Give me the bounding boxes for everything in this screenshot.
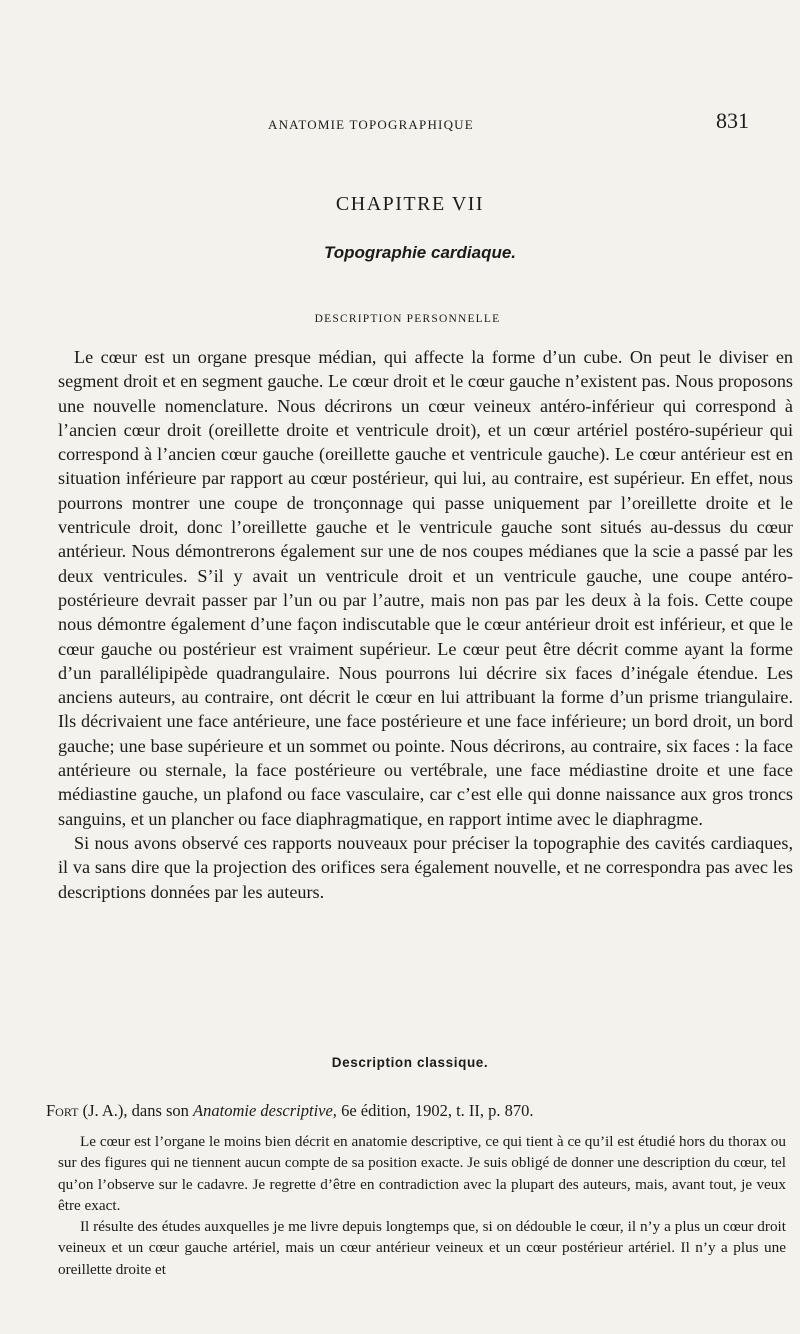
page-number: 831 [716, 108, 749, 133]
running-head: ANATOMIE TOPOGRAPHIQUE [268, 117, 474, 132]
quoted-text [58, 1131, 786, 1280]
citation-prefix: dans son [127, 1101, 194, 1120]
citation-work: Anatomie descriptive, [193, 1101, 337, 1120]
quote-paragraph-2: Il résulte des études auxquelles je me livre depuis longtemps que, si on dédouble le cœur, il n’y a plus un cœur droit veineux et un cœur gauche artériel, mais un cœur antérieur veineux et un cœur postérieur artériel. Il n’y a plus une oreillette droite et [58, 1218, 786, 1278]
subsection-title: Description classique. [331, 1055, 489, 1070]
citation [46, 1100, 791, 1122]
body-paragraph-1: Le cœur est un organe presque médian, qui affecte la forme d’un cube. On peut le diviser en segment droit et en segment gauche. Le cœur droit et le cœur gauche n’existent pas. Nous proposons une nouvelle nomenclature. Nous décrirons un cœur veineux antéro-inférieur qui correspond à l’ancien cœur droit (oreillette droite et ventricule droit), et un cœur artériel postéro-supérieur qui correspond à l’ancien cœur gauche (oreillette gauche et ventricule gauche). Le cœur antérieur est en situation inférieure par rapport au cœur postérieur, qui lui, au contraire, est supérieur. En effet, nous pourrons montrer une coupe de tronçonnage qui passe uniquement par l’oreillette droite et le ventricule droit, donc l’oreillette gauche et le ventricule gauche sont situés au-dessus du cœur antérieur. Nous démontrerons également sur une de nos coupes médianes que la scie a passé par les deux ventricules. S’il y avait un ventricule droit et un ventricule gauche, une coupe antéro-postérieure devrait passer par l’un ou par l’autre, mais non pas par les deux à la fois. Cette coupe nous démontre également d’une façon indiscutable que le cœur antérieur droit est inférieur, et que le cœur gauche ou postérieur est vraiment supérieur. Le cœur peut être décrit comme ayant la forme d’un parallélipipède quadrangulaire. Nous pourrons lui décrire six faces d’inégale étendue. Les anciens auteurs, au contraire, ont décrit le cœur en lui attribuant la forme d’un prisme triangulaire. Ils décrivaient une face antérieure, une face postérieure et une face inférieure; un bord droit, un bord gauche; une base supérieure et un sommet ou pointe. Nous décrirons, au contraire, six faces : la face antérieure ou sternale, la face postérieure ou vertébrale, une face médiastine droite et une face médiastine gauche, un plafond ou face vasculaire, car c’est elle qui donne naissance aux gros troncs sanguins, et un plancher ou face diaphragmatique, en rapport intime avec le diaphragme. [58, 347, 793, 829]
section-title: DESCRIPTION PERSONNELLE [314, 313, 501, 325]
citation-rest: 6e édition, 1902, t. II, p. 870. [336, 1101, 534, 1120]
citation-author: Fort (J. A.), [46, 1101, 128, 1120]
chapter-title: CHAPITRE VII [335, 193, 485, 215]
main-text [58, 345, 793, 904]
chapter-subtitle: Topographie cardiaque. [323, 243, 517, 262]
quote-paragraph-1: Le cœur est l’organe le moins bien décrit en anatomie descriptive, ce qui tient à ce qu’il est étudié hors du thorax ou sur des figures qui ne tiennent aucun compte de sa position exacte. Je suis obligé de donner une description du cœur, tel qu’on l’observe sur le cadavre. Je regrette d’être en contradiction avec la plupart des auteurs, mais, avant tout, je veux être exact. [58, 1133, 786, 1214]
body-paragraph-2: Si nous avons observé ces rapports nouveaux pour préciser la topographie des cavités cardiaques, il va sans dire que la projection des orifices sera également nouvelle, et ne correspondra pas avec les descriptions données par les auteurs. [58, 832, 793, 902]
